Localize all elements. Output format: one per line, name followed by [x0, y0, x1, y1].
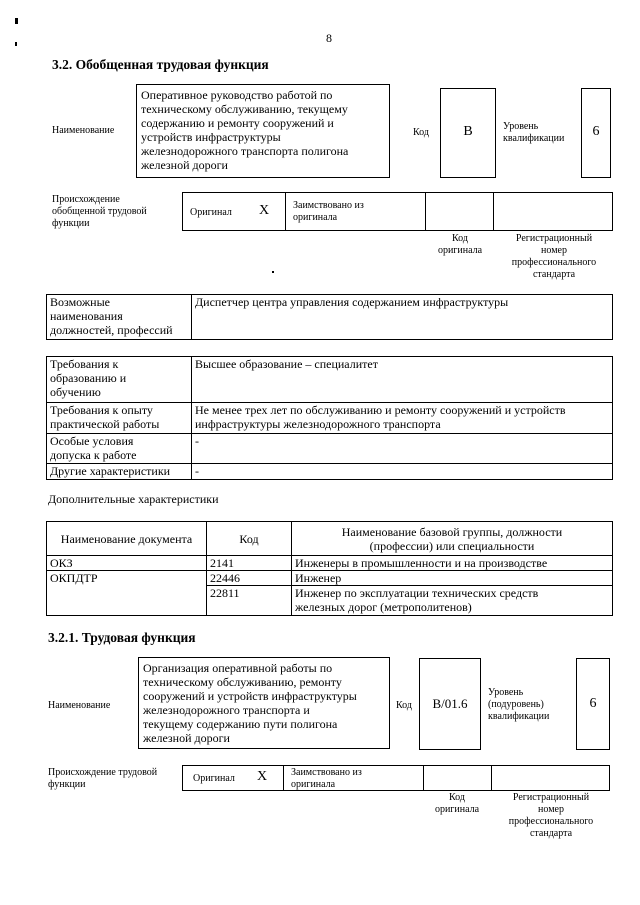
- borrowed-label: Заимствовано из оригинала: [293, 200, 364, 223]
- code-box: [440, 88, 496, 178]
- name-label: Наименование: [52, 125, 115, 136]
- name-label: Наименование: [48, 700, 111, 711]
- additional-characteristics-table: [46, 521, 613, 616]
- registration-number-caption: Регистрационный номер профессионального стандарта: [511, 233, 597, 280]
- labor-function-name-box: [138, 657, 390, 749]
- table-row: ОКЗ 2141 Инженеры в промышленности и на производстве: [47, 556, 613, 571]
- code-label: Код: [413, 127, 429, 138]
- generalized-function-name-box: [136, 84, 390, 178]
- code-label: Код: [396, 700, 412, 711]
- code-box: [419, 658, 481, 750]
- qualification-level-value: 6: [589, 696, 597, 711]
- positions-label-cell: Возможные наименования должностей, профессий: [47, 295, 192, 340]
- qualification-level-box: [581, 88, 611, 178]
- name-line: Организация оперативной работы по: [143, 661, 333, 675]
- origin-row: [182, 192, 613, 231]
- table-row: Требования к опыту практической работы Не менее трех лет по обслуживанию и ремонту сооружений и устройств инфраструктуры железнодорожного транспорта: [47, 403, 613, 434]
- code-value: B: [463, 124, 473, 139]
- name-line: содержанию и ремонту сооружений и: [141, 116, 334, 130]
- name-line: железной дороги: [141, 158, 228, 172]
- name-line: Оперативное руководство работой по: [141, 88, 333, 102]
- origin-row: [182, 765, 610, 791]
- origin-label: Происхождение обобщенной трудовой функции: [52, 194, 147, 229]
- additional-characteristics-title: Дополнительные характеристики: [48, 492, 219, 506]
- name-line: техническому обслуживанию, ремонту: [143, 675, 342, 689]
- code-original-caption: Код оригинала: [434, 792, 480, 815]
- table-row: Требования к образованию и обучению Высшее образование – специалитет: [47, 357, 613, 403]
- possible-positions-table: [46, 294, 613, 340]
- qualification-level-label: Уровень квалификации: [503, 121, 565, 144]
- code-original-caption: Код оригинала: [437, 233, 483, 256]
- header-group: Наименование базовой группы, должности (профессии) или специальности: [292, 522, 613, 556]
- table-row: Другие характеристики -: [47, 464, 613, 480]
- header-document: Наименование документа: [47, 522, 207, 556]
- borrowed-label: Заимствовано из оригинала: [291, 767, 362, 790]
- name-line: сооружений и устройств инфраструктуры: [143, 689, 357, 703]
- table-row: 22811 Инженер по эксплуатации технических средств железных дорог (метрополитенов): [47, 586, 613, 616]
- table-row: Особые условия допуска к работе -: [47, 434, 613, 464]
- positions-value-cell: Диспетчер центра управления содержанием инфраструктуры: [192, 295, 613, 340]
- table-header-row: [47, 522, 613, 556]
- name-line: техническому обслуживанию, текущему: [141, 102, 348, 116]
- origin-label: Происхождение трудовой функции: [48, 767, 158, 790]
- table-row: ОКПДТР 22446 Инженер: [47, 571, 613, 586]
- section-heading-labor-function: 3.2.1. Трудовая функция: [48, 630, 196, 645]
- code-value: B/01.6: [432, 696, 468, 711]
- qualification-level-box: [576, 658, 610, 750]
- name-line: железнодорожного транспорта и: [143, 703, 310, 717]
- name-line: текущему содержанию пути полигона: [143, 717, 338, 731]
- original-label: Оригинал: [193, 773, 235, 784]
- page-number: 8: [326, 31, 332, 45]
- original-mark: X: [259, 203, 270, 218]
- qualification-level-value: 6: [592, 124, 600, 139]
- section-heading-generalized-function: 3.2. Обобщенная трудовая функция: [52, 57, 269, 72]
- original-label: Оригинал: [190, 207, 232, 218]
- qualification-level-label: Уровень (подуровень) квалификации: [488, 687, 550, 722]
- name-line: железнодорожного транспорта полигона: [141, 144, 349, 158]
- requirements-table: [46, 356, 613, 480]
- original-mark: X: [257, 769, 268, 784]
- header-code: Код: [207, 522, 292, 556]
- registration-number-caption: Регистрационный номер профессионального стандарта: [508, 792, 594, 839]
- name-line: железной дороги: [143, 731, 230, 745]
- name-line: устройств инфраструктуры: [141, 130, 281, 144]
